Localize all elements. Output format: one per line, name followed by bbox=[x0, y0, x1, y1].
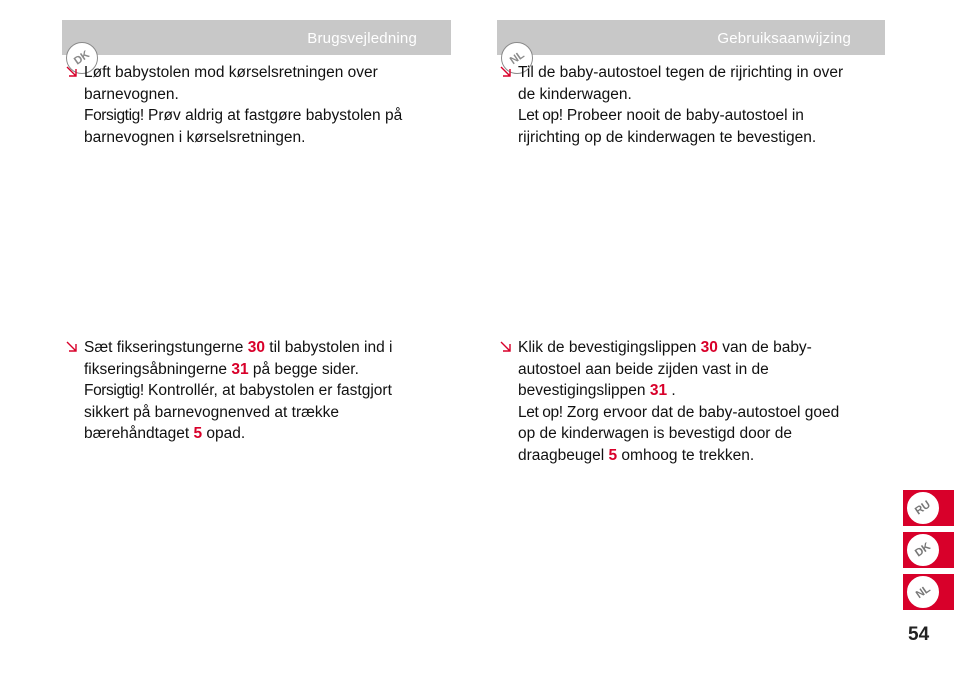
text-line: bærehåndtaget 5 opad. bbox=[84, 425, 246, 442]
text-line: autostoel aan beide zijden vast in de bbox=[518, 360, 769, 378]
instruction-paragraph bbox=[518, 337, 839, 466]
arrow-bullet-icon bbox=[65, 337, 79, 357]
language-tab-dk[interactable] bbox=[903, 532, 954, 568]
text-line: Forsigtig! Kontrollér, at babystolen er fastgjort bbox=[84, 382, 392, 399]
instruction-paragraph bbox=[84, 337, 392, 445]
part-number: 5 bbox=[193, 425, 203, 442]
part-number: 5 bbox=[608, 446, 618, 464]
arrow-bullet-icon bbox=[65, 62, 79, 82]
warning-label: Forsigtig! bbox=[84, 382, 144, 399]
language-badge-icon bbox=[907, 576, 939, 608]
text-line: draagbeugel 5 omhoog te trekken. bbox=[518, 446, 755, 464]
section-title: Gebruiksaanwijzing bbox=[717, 30, 851, 47]
arrow-bullet-icon bbox=[499, 337, 513, 357]
text-line: Til de baby-autostoel tegen de rijrichting in over bbox=[518, 64, 844, 81]
part-number: 31 bbox=[649, 382, 668, 399]
text-line: de kinderwagen. bbox=[518, 85, 632, 103]
language-tab-ru[interactable] bbox=[903, 490, 954, 526]
right-column-header bbox=[497, 20, 885, 68]
text-line: Sæt fikseringstungerne 30 til babystolen ind i bbox=[84, 339, 393, 356]
text-line: Løft babystolen mod kørselsretningen over bbox=[84, 64, 378, 81]
text-line: barnevognen i kørselsretningen. bbox=[84, 128, 306, 146]
part-number: 30 bbox=[247, 339, 265, 356]
part-number: 30 bbox=[700, 339, 718, 356]
language-tab-nl[interactable] bbox=[903, 574, 954, 610]
section-title: Brugsvejledning bbox=[307, 30, 417, 47]
text-line: Let op! Probeer nooit de baby-autostoel in bbox=[518, 107, 804, 124]
instruction-paragraph bbox=[84, 62, 402, 148]
language-code: DK bbox=[72, 48, 92, 68]
text-line: Klik de bevestigingslippen 30 van de baby- bbox=[518, 339, 812, 356]
text-line: Forsigtig! Prøv aldrig at fastgøre babystolen på bbox=[84, 107, 403, 124]
text-line: rijrichting op de kinderwagen te bevestigen. bbox=[518, 128, 817, 146]
language-badge-icon bbox=[907, 534, 939, 566]
instruction-paragraph bbox=[518, 62, 843, 148]
language-code: DK bbox=[913, 540, 933, 560]
warning-label: Forsigtig! bbox=[84, 107, 144, 124]
text-line: sikkert på barnevognenved at trække bbox=[84, 403, 340, 421]
arrow-bullet-icon bbox=[499, 62, 513, 82]
text-line: Let op! Zorg ervoor dat de baby-autostoel goed bbox=[518, 403, 840, 421]
language-badge-icon bbox=[907, 492, 939, 524]
warning-label: Let op! bbox=[518, 107, 563, 124]
left-column-header bbox=[62, 20, 451, 68]
warning-label: Let op! bbox=[518, 403, 563, 421]
text-line: fikseringsåbningerne 31 på begge sider. bbox=[84, 360, 359, 378]
language-code: NL bbox=[507, 48, 527, 68]
part-number: 31 bbox=[231, 360, 249, 378]
text-line: bevestigingslippen 31 . bbox=[518, 382, 676, 399]
language-code: RU bbox=[913, 498, 933, 518]
language-code: NL bbox=[913, 582, 933, 602]
page-number: 54 bbox=[908, 624, 930, 645]
text-line: op de kinderwagen is bevestigd door de bbox=[518, 425, 793, 442]
text-line: barnevognen. bbox=[84, 85, 179, 103]
